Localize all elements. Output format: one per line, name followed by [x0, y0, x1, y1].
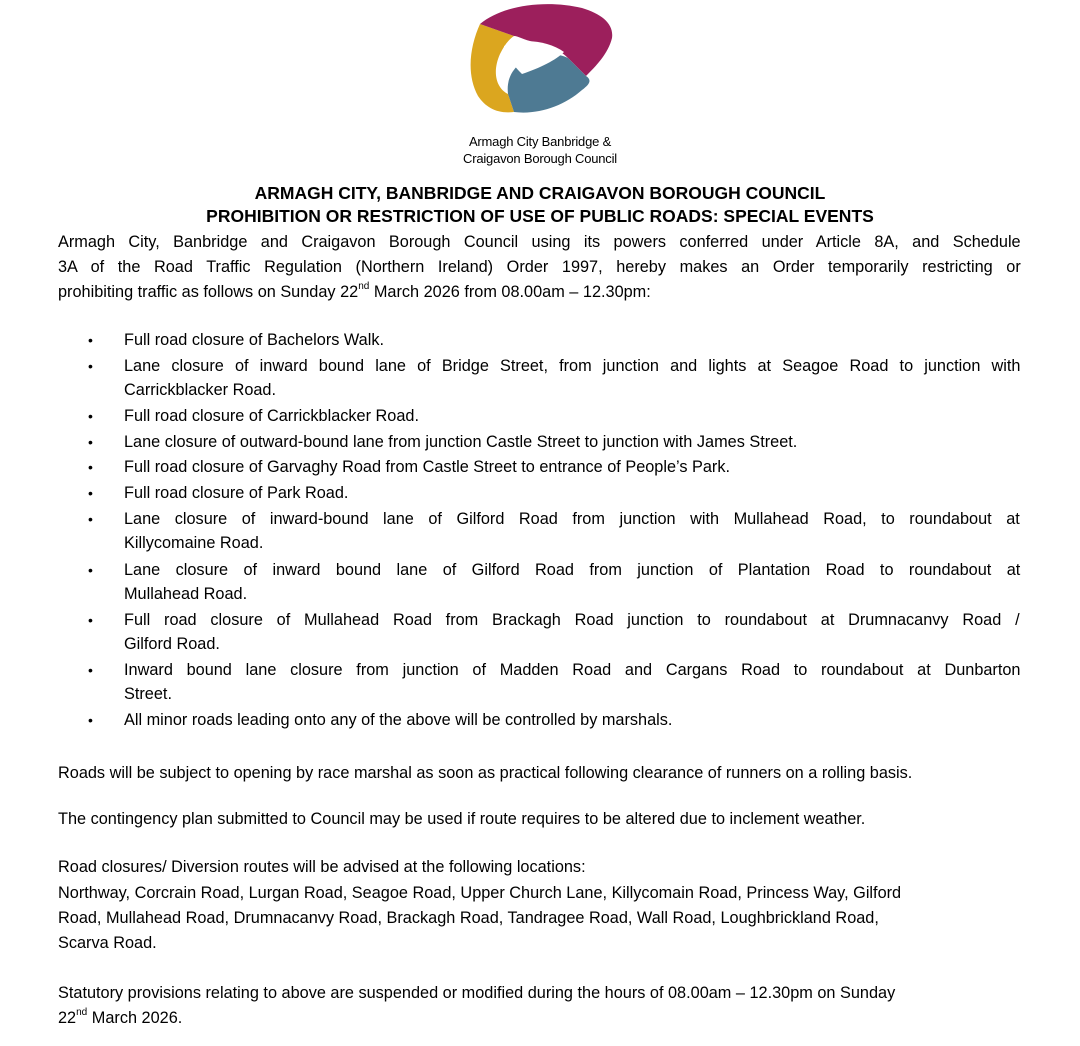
closure-item-text: Full road closure of Park Road.: [124, 484, 349, 502]
council-name-line-2: Craigavon Borough Council: [463, 151, 617, 166]
closure-item-text: Lane closure of inward bound lane of Gilford Road from junction of Plantation Road to roundabout at: [124, 561, 1021, 579]
locations-intro: Road closures/ Diversion routes will be advised at the following locations:: [58, 858, 586, 876]
intro-line-3: prohibiting traffic as follows on Sunday 22nd March 2026 from 08.00am – 12.30pm:: [58, 280, 651, 301]
statutory-line-2: 22nd March 2026.: [58, 1006, 183, 1027]
closure-item-text: Full road closure of Mullahead Road from Brackagh Road junction to roundabout at Drumnacanvy Road /: [124, 611, 1020, 629]
closure-item-text: Lane closure of inward bound lane of Bridge Street, from junction and lights at Seagoe Road to junction with: [124, 357, 1021, 375]
locations-line-2: Road, Mullahead Road, Drumnacanvy Road, Brackagh Road, Tandragee Road, Wall Road, Loughbrickland Road,: [58, 909, 879, 927]
closure-item-text: Mullahead Road.: [124, 585, 248, 603]
page-title: ARMAGH CITY, BANBRIDGE AND CRAIGAVON BOROUGH COUNCIL: [254, 183, 826, 203]
closure-item-text: Inward bound lane closure from junction of Madden Road and Cargans Road to roundabout at Dunbarton: [124, 661, 1021, 679]
bullet-icon: •: [88, 662, 93, 678]
bullet-icon: •: [88, 562, 93, 578]
intro-line-2: 3A of the Road Traffic Regulation (Northern Ireland) Order 1997, hereby makes an Order temporarily restricting or: [58, 258, 1021, 276]
intro-line-1: Armagh City, Banbridge and Craigavon Borough Council using its powers conferred under Article 8A, and Schedule: [58, 233, 1021, 251]
closure-item-text: Lane closure of inward-bound lane of Gilford Road from junction with Mullahead Road, to roundabout at: [124, 510, 1020, 528]
bullet-icon: •: [88, 712, 93, 728]
closure-item-text: Full road closure of Carrickblacker Road.: [124, 407, 419, 425]
closure-item-text: Street.: [124, 685, 172, 703]
closure-item-text: Full road closure of Garvaghy Road from Castle Street to entrance of People’s Park.: [124, 458, 731, 476]
council-logo-icon: [456, 2, 616, 116]
bullet-icon: •: [88, 485, 93, 501]
closure-item-text: Lane closure of outward-bound lane from junction Castle Street to junction with James Street.: [124, 433, 798, 451]
closure-item-text: Killycomaine Road.: [124, 534, 264, 552]
bullet-icon: •: [88, 434, 93, 450]
logo-gold-segment: [471, 24, 514, 112]
closure-item-text: Gilford Road.: [124, 635, 220, 653]
council-name-line-1: Armagh City Banbridge &: [468, 134, 612, 149]
statutory-line-1: Statutory provisions relating to above are suspended or modified during the hours of 08.00am – 12.30pm on Sunday: [58, 984, 896, 1002]
bullet-icon: •: [88, 612, 93, 628]
reopening-paragraph: Roads will be subject to opening by race marshal as soon as practical following clearance of runners on a rolling basis.: [58, 764, 913, 782]
bullet-icon: •: [88, 511, 93, 527]
bullet-icon: •: [88, 358, 93, 374]
contingency-paragraph: The contingency plan submitted to Council may be used if route requires to be altered due to inclement weather.: [58, 810, 866, 828]
closure-item-text: Carrickblacker Road.: [124, 381, 277, 399]
bullet-icon: •: [88, 332, 93, 348]
bullet-icon: •: [88, 459, 93, 475]
locations-line-3: Scarva Road.: [58, 934, 157, 952]
bullet-icon: •: [88, 408, 93, 424]
locations-line-1: Northway, Corcrain Road, Lurgan Road, Seagoe Road, Upper Church Lane, Killycomain Road, Princess Way, Gilford: [58, 884, 902, 902]
closure-item-text: Full road closure of Bachelors Walk.: [124, 331, 384, 349]
page-subtitle: PROHIBITION OR RESTRICTION OF USE OF PUBLIC ROADS: SPECIAL EVENTS: [206, 206, 874, 226]
closure-item-text: All minor roads leading onto any of the above will be controlled by marshals.: [124, 711, 673, 729]
